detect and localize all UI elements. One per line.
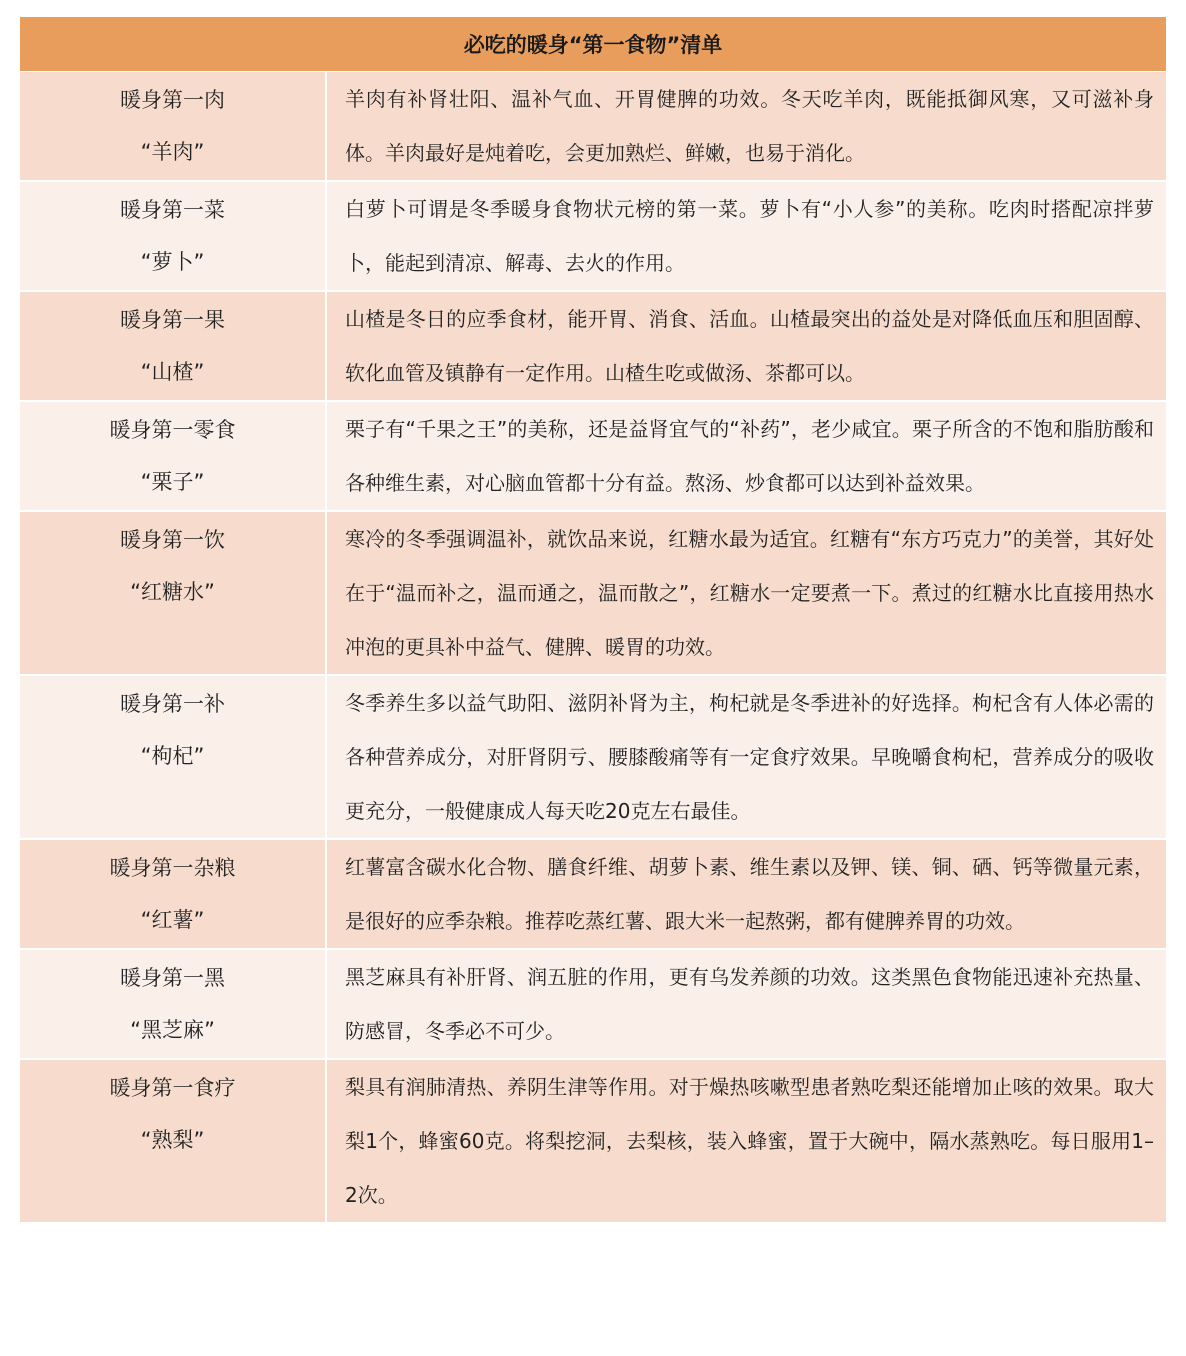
food-item: “栗子” [140, 470, 205, 494]
food-description: 黑芝麻具有补肝肾、润五脏的作用，更有乌发养颜的功效。这类黑色食物能迅速补充热量、防感冒，冬季必不可少。 [326, 949, 1166, 1059]
table-row [20, 839, 1166, 949]
food-name-cell [20, 675, 326, 839]
food-name-cell [20, 949, 326, 1059]
table-row [20, 675, 1166, 839]
food-item: “红薯” [140, 908, 205, 932]
food-description: 梨具有润肺清热、养阴生津等作用。对于燥热咳嗽型患者熟吃梨还能增加止咳的效果。取大梨1个，蜂蜜60克。将梨挖洞，去梨核，装入蜂蜜，置于大碗中，隔水蒸熟吃。每日服用1–2次。 [326, 1059, 1166, 1223]
food-item: “萝卜” [140, 250, 205, 274]
food-list-table-container [20, 17, 1166, 1224]
food-item: “枸杞” [140, 744, 205, 768]
food-description: 寒冷的冬季强调温补，就饮品来说，红糖水最为适宜。红糖有“东方巧克力”的美誉，其好处在于“温而补之，温而通之，温而散之”，红糖水一定要煮一下。煮过的红糖水比直接用热水冲泡的更具补中益气、健脾、暖胃的功效。 [326, 511, 1166, 675]
food-item: “黑芝麻” [130, 1018, 215, 1042]
table-row [20, 1059, 1166, 1223]
food-description: 栗子有“千果之王”的美称，还是益肾宜气的“补药”，老少咸宜。栗子所含的不饱和脂肪酸和各种维生素，对心脑血管都十分有益。熬汤、炒食都可以达到补益效果。 [326, 401, 1166, 511]
food-category: 暖身第一菜 [120, 198, 225, 222]
food-list-table [20, 17, 1166, 1224]
table-row [20, 511, 1166, 675]
food-name-cell [20, 511, 326, 675]
food-category: 暖身第一零食 [109, 418, 236, 442]
food-category: 暖身第一饮 [120, 528, 225, 552]
table-row [20, 291, 1166, 401]
food-name-cell [20, 1059, 326, 1223]
food-category: 暖身第一肉 [120, 88, 225, 112]
food-category: 暖身第一杂粮 [109, 856, 236, 880]
food-item: “熟梨” [140, 1128, 205, 1152]
table-row [20, 949, 1166, 1059]
food-name-cell [20, 72, 326, 182]
food-name-cell [20, 181, 326, 291]
food-category: 暖身第一果 [120, 308, 225, 332]
food-name-cell [20, 401, 326, 511]
table-row [20, 401, 1166, 511]
food-description: 冬季养生多以益气助阳、滋阴补肾为主，枸杞就是冬季进补的好选择。枸杞含有人体必需的各种营养成分，对肝肾阴亏、腰膝酸痛等有一定食疗效果。早晚嚼食枸杞，营养成分的吸收更充分，一般健康成人每天吃20克左右最佳。 [326, 675, 1166, 839]
food-category: 暖身第一食疗 [109, 1076, 236, 1100]
table-title: 必吃的暖身“第一食物”清单 [20, 17, 1166, 72]
food-description: 红薯富含碳水化合物、膳食纤维、胡萝卜素、维生素以及钾、镁、铜、硒、钙等微量元素，是很好的应季杂粮。推荐吃蒸红薯、跟大米一起熬粥，都有健脾养胃的功效。 [326, 839, 1166, 949]
food-name-cell [20, 839, 326, 949]
food-category: 暖身第一补 [120, 692, 225, 716]
food-item: “羊肉” [140, 140, 205, 164]
food-description: 山楂是冬日的应季食材，能开胃、消食、活血。山楂最突出的益处是对降低血压和胆固醇、软化血管及镇静有一定作用。山楂生吃或做汤、茶都可以。 [326, 291, 1166, 401]
food-category: 暖身第一黑 [120, 966, 225, 990]
food-item: “红糖水” [130, 580, 215, 604]
food-name-cell [20, 291, 326, 401]
food-item: “山楂” [140, 360, 205, 384]
food-description: 白萝卜可谓是冬季暖身食物状元榜的第一菜。萝卜有“小人参”的美称。吃肉时搭配凉拌萝卜，能起到清凉、解毒、去火的作用。 [326, 181, 1166, 291]
food-description: 羊肉有补肾壮阳、温补气血、开胃健脾的功效。冬天吃羊肉，既能抵御风寒，又可滋补身体。羊肉最好是炖着吃，会更加熟烂、鲜嫩，也易于消化。 [326, 72, 1166, 182]
table-row [20, 72, 1166, 182]
table-row [20, 181, 1166, 291]
